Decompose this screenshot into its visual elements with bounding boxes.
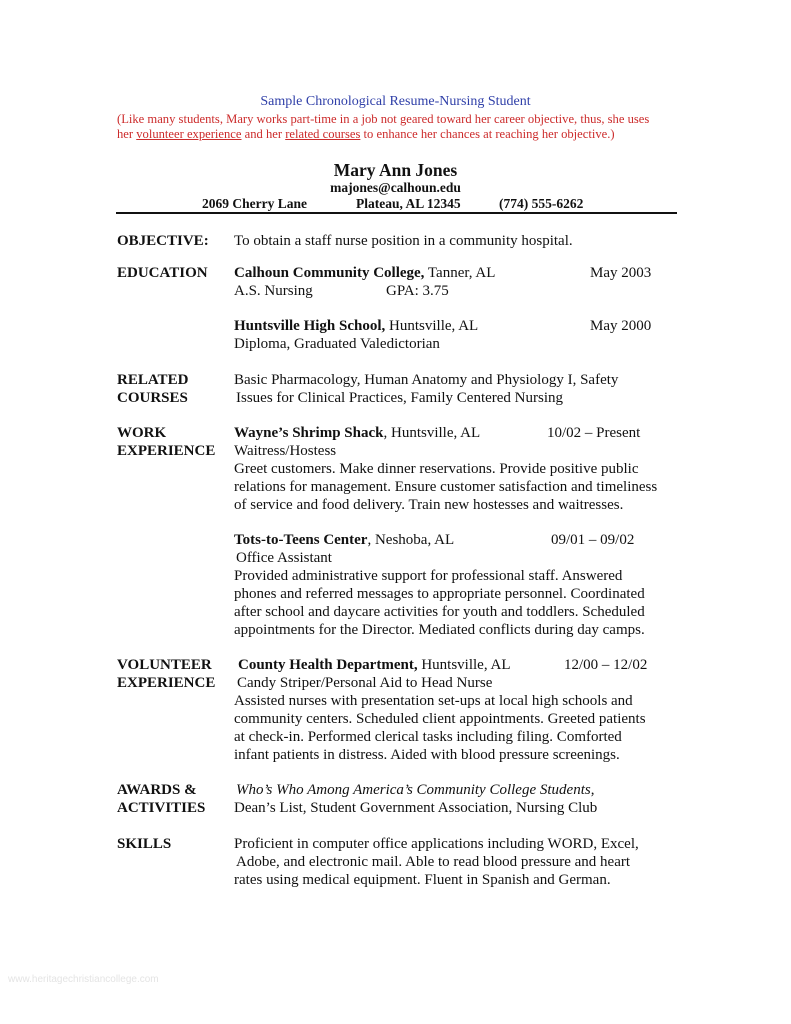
volunteer-label-1: VOLUNTEER	[117, 657, 212, 673]
job-2-desc-line: appointments for the Director. Mediated conflicts during day camps.	[234, 622, 645, 638]
note-text: to enhance her chances at reaching her objective.)	[360, 127, 615, 141]
note-related-underlined: related courses	[285, 127, 361, 141]
awards-label-2: ACTIVITIES	[117, 800, 206, 816]
awards-line-1	[236, 782, 594, 799]
skills-line: Proficient in computer office applications including WORD, Excel,	[234, 836, 639, 852]
award-comma: ,	[590, 782, 595, 798]
school-name: Calhoun Community College,	[234, 265, 425, 281]
job-1-dates: 10/02 – Present	[547, 425, 641, 441]
job-1-desc-line: Greet customers. Make dinner reservations. Provide positive public	[234, 461, 639, 477]
job-2-title: Office Assistant	[236, 550, 332, 566]
education-school-1	[234, 265, 495, 282]
objective-label: OBJECTIVE:	[117, 233, 209, 249]
related-courses-line-1: Basic Pharmacology, Human Anatomy and Physiology I, Safety	[234, 372, 619, 388]
education-degree-1: A.S. Nursing	[234, 283, 313, 299]
sample-title: Sample Chronological Resume-Nursing Student	[260, 94, 531, 109]
school-name: Huntsville High School,	[234, 318, 386, 334]
school-location: Huntsville, AL	[385, 318, 479, 334]
applicant-name: Mary Ann Jones	[333, 160, 458, 180]
volunteer-desc-line: community centers. Scheduled client appointments. Greeted patients	[234, 711, 646, 727]
school-location: Tanner, AL	[424, 265, 496, 281]
skills-line: Adobe, and electronic mail. Able to read blood pressure and heart	[236, 854, 631, 870]
education-school-2	[234, 318, 478, 335]
job-2-employer	[234, 532, 454, 549]
watermark: www.heritagechristiancollege.com	[8, 974, 159, 985]
related-courses-label-1: RELATED	[117, 372, 189, 388]
address-city: Plateau, AL 12345	[356, 196, 461, 211]
address-street: 2069 Cherry Lane	[202, 196, 307, 211]
employer-location: , Huntsville, AL	[383, 425, 481, 441]
skills-line: rates using medical equipment. Fluent in Spanish and German.	[234, 872, 611, 888]
objective-text: To obtain a staff nurse position in a community hospital.	[234, 233, 573, 249]
applicant-email: majones@calhoun.edu	[330, 180, 461, 195]
volunteer-desc-line: at check-in. Performed clerical tasks including filing. Comforted	[234, 729, 622, 745]
related-courses-label-2: COURSES	[117, 390, 188, 406]
education-date-1: May 2003	[590, 265, 652, 281]
note-line-2	[117, 127, 615, 142]
phone-number: (774) 555-6262	[499, 196, 584, 211]
employer-name: County Health Department,	[238, 657, 418, 673]
employer-name: Tots-to-Teens Center	[234, 532, 368, 548]
volunteer-desc-line: Assisted nurses with presentation set-ups at local high schools and	[234, 693, 633, 709]
employer-name: Wayne’s Shrimp Shack	[234, 425, 384, 441]
note-text: and her	[241, 127, 286, 141]
volunteer-employer	[238, 657, 511, 674]
volunteer-desc-line: infant patients in distress. Aided with blood pressure screenings.	[234, 747, 620, 763]
volunteer-dates: 12/00 – 12/02	[564, 657, 648, 673]
award-title-italic: Who’s Who Among America’s Community College Students	[236, 782, 591, 798]
job-1-title: Waitress/Hostess	[234, 443, 337, 459]
volunteer-label-2: EXPERIENCE	[117, 675, 216, 691]
job-2-desc-line: phones and referred messages to appropriate personnel. Coordinated	[234, 586, 645, 602]
related-courses-line-2: Issues for Clinical Practices, Family Centered Nursing	[236, 390, 564, 406]
job-1-desc-line: of service and food delivery. Train new hostesses and waitresses.	[234, 497, 624, 513]
work-label-1: WORK	[117, 425, 167, 441]
job-1-employer	[234, 425, 480, 442]
volunteer-title: Candy Striper/Personal Aid to Head Nurse	[237, 675, 493, 691]
awards-line-2: Dean’s List, Student Government Association, Nursing Club	[234, 800, 598, 816]
education-degree-2: Diploma, Graduated Valedictorian	[234, 336, 440, 352]
awards-label-1: AWARDS &	[117, 782, 197, 798]
education-date-2: May 2000	[590, 318, 652, 334]
header-divider	[116, 212, 677, 214]
education-gpa: GPA: 3.75	[386, 283, 449, 299]
note-text: her	[117, 127, 137, 141]
work-label-2: EXPERIENCE	[117, 443, 216, 459]
job-2-dates: 09/01 – 09/02	[551, 532, 635, 548]
job-2-desc-line: Provided administrative support for professional staff. Answered	[234, 568, 623, 584]
job-2-desc-line: after school and daycare activities for youth and toddlers. Scheduled	[234, 604, 645, 620]
skills-label: SKILLS	[117, 836, 172, 852]
note-volunteer-underlined: volunteer experience	[136, 127, 242, 141]
education-label: EDUCATION	[117, 265, 208, 281]
job-1-desc-line: relations for management. Ensure customer satisfaction and timeliness	[234, 479, 658, 495]
employer-location: , Neshoba, AL	[367, 532, 455, 548]
note-line-1: (Like many students, Mary works part-time in a job not geared toward her career objective, thus, she uses	[117, 112, 650, 126]
employer-location: Huntsville, AL	[417, 657, 511, 673]
